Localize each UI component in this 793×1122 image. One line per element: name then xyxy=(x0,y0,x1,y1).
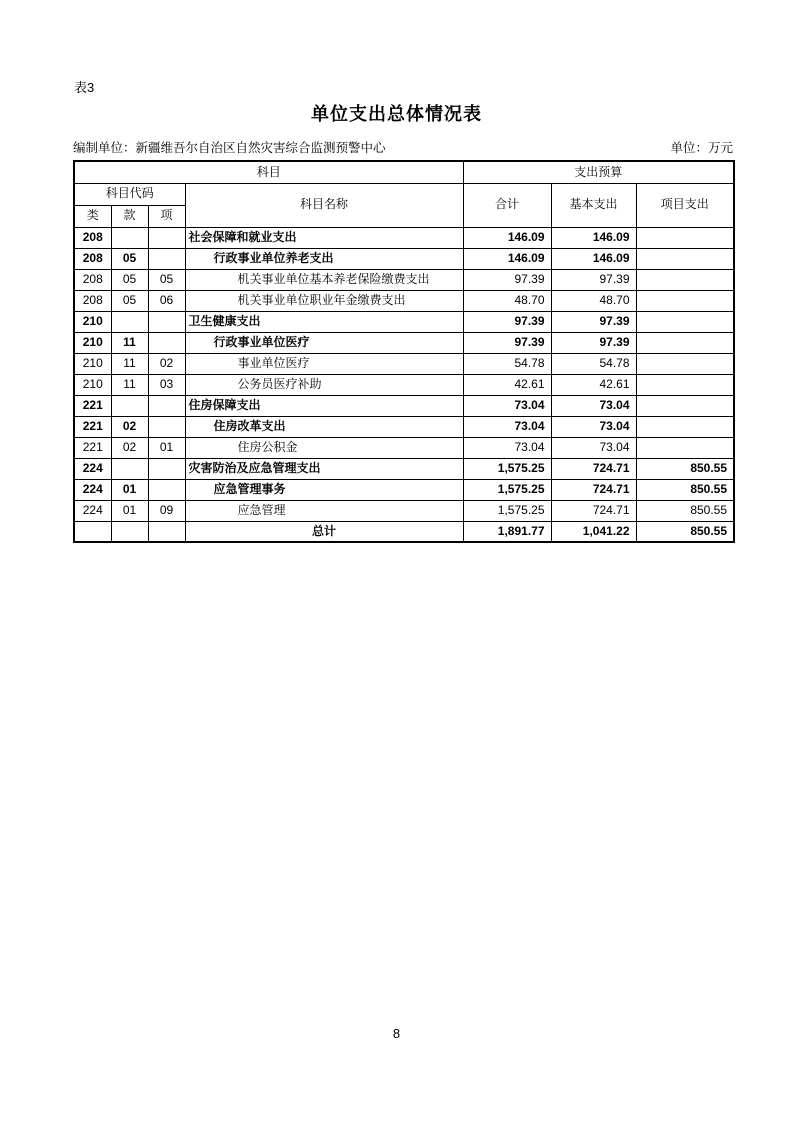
cell-subject-name: 应急管理事务 xyxy=(185,479,463,500)
cell-item-code xyxy=(148,416,185,437)
table-row xyxy=(74,227,734,248)
header-subject-code: 科目代码 xyxy=(74,183,185,205)
cell-class-code: 208 xyxy=(74,248,111,269)
cell-section-code xyxy=(111,521,148,542)
cell-project-expenditure: 850.55 xyxy=(636,479,734,500)
cell-total: 73.04 xyxy=(463,416,551,437)
cell-basic-expenditure: 54.78 xyxy=(551,353,636,374)
cell-basic-expenditure: 146.09 xyxy=(551,248,636,269)
cell-total: 73.04 xyxy=(463,395,551,416)
cell-item-code: 09 xyxy=(148,500,185,521)
cell-project-expenditure xyxy=(636,437,734,458)
cell-subject-name: 总计 xyxy=(185,521,463,542)
cell-section-code: 05 xyxy=(111,248,148,269)
cell-basic-expenditure: 73.04 xyxy=(551,437,636,458)
cell-class-code: 224 xyxy=(74,458,111,479)
cell-subject-name: 机关事业单位职业年金缴费支出 xyxy=(185,290,463,311)
cell-project-expenditure xyxy=(636,332,734,353)
header-expenditure-budget: 支出预算 xyxy=(463,161,734,183)
header-section: 款 xyxy=(111,205,148,227)
table-row xyxy=(74,353,734,374)
cell-project-expenditure xyxy=(636,248,734,269)
cell-section-code: 05 xyxy=(111,269,148,290)
cell-item-code: 02 xyxy=(148,353,185,374)
cell-basic-expenditure: 97.39 xyxy=(551,269,636,290)
table-row xyxy=(74,437,734,458)
cell-section-code: 01 xyxy=(111,500,148,521)
cell-total: 1,891.77 xyxy=(463,521,551,542)
cell-subject-name: 住房公积金 xyxy=(185,437,463,458)
page-title: 单位支出总体情况表 xyxy=(311,104,482,124)
cell-project-expenditure: 850.55 xyxy=(636,521,734,542)
cell-class-code: 210 xyxy=(74,353,111,374)
cell-total: 97.39 xyxy=(463,269,551,290)
cell-subject-name: 应急管理 xyxy=(185,500,463,521)
header-row-1 xyxy=(74,161,734,183)
cell-section-code xyxy=(111,227,148,248)
meta-row xyxy=(73,138,733,156)
cell-project-expenditure xyxy=(636,374,734,395)
cell-section-code: 05 xyxy=(111,290,148,311)
cell-item-code: 01 xyxy=(148,437,185,458)
cell-total: 42.61 xyxy=(463,374,551,395)
table-row xyxy=(74,290,734,311)
cell-project-expenditure xyxy=(636,395,734,416)
cell-subject-name: 机关事业单位基本养老保险缴费支出 xyxy=(185,269,463,290)
header-subject: 科目 xyxy=(74,161,463,183)
cell-class-code: 221 xyxy=(74,395,111,416)
cell-basic-expenditure: 73.04 xyxy=(551,416,636,437)
cell-total: 1,575.25 xyxy=(463,500,551,521)
cell-item-code xyxy=(148,479,185,500)
cell-section-code: 11 xyxy=(111,374,148,395)
cell-class-code: 208 xyxy=(74,227,111,248)
cell-item-code xyxy=(148,458,185,479)
cell-class-code: 210 xyxy=(74,374,111,395)
header-subject-name: 科目名称 xyxy=(185,183,463,227)
cell-subject-name: 社会保障和就业支出 xyxy=(185,227,463,248)
table-row xyxy=(74,416,734,437)
header-row-2 xyxy=(74,183,734,205)
cell-total: 1,575.25 xyxy=(463,479,551,500)
header-basic-expenditure: 基本支出 xyxy=(551,183,636,227)
table-row xyxy=(74,395,734,416)
cell-basic-expenditure: 97.39 xyxy=(551,311,636,332)
cell-class-code: 224 xyxy=(74,500,111,521)
header-total: 合计 xyxy=(463,183,551,227)
cell-subject-name: 事业单位医疗 xyxy=(185,353,463,374)
cell-section-code: 02 xyxy=(111,416,148,437)
header-project-expenditure: 项目支出 xyxy=(636,183,734,227)
cell-project-expenditure xyxy=(636,353,734,374)
cell-project-expenditure xyxy=(636,290,734,311)
cell-subject-name: 行政事业单位医疗 xyxy=(185,332,463,353)
table-number-label: 表3 xyxy=(74,80,95,95)
cell-item-code xyxy=(148,395,185,416)
cell-section-code: 11 xyxy=(111,332,148,353)
cell-subject-name: 灾害防治及应急管理支出 xyxy=(185,458,463,479)
cell-section-code: 01 xyxy=(111,479,148,500)
page-number: 8 xyxy=(392,1026,401,1041)
cell-item-code xyxy=(148,521,185,542)
cell-item-code: 06 xyxy=(148,290,185,311)
table-row xyxy=(74,248,734,269)
cell-total: 97.39 xyxy=(463,311,551,332)
table-body xyxy=(74,227,734,542)
cell-item-code: 05 xyxy=(148,269,185,290)
cell-class-code: 221 xyxy=(74,437,111,458)
cell-section-code xyxy=(111,395,148,416)
cell-total: 54.78 xyxy=(463,353,551,374)
expenditure-table xyxy=(73,160,735,543)
compiling-unit-label: 编制单位：新疆维吾尔自治区自然灾害综合监测预警中心 xyxy=(73,141,386,155)
cell-total: 48.70 xyxy=(463,290,551,311)
cell-basic-expenditure: 724.71 xyxy=(551,479,636,500)
cell-subject-name: 住房改革支出 xyxy=(185,416,463,437)
table-row xyxy=(74,311,734,332)
cell-subject-name: 公务员医疗补助 xyxy=(185,374,463,395)
cell-basic-expenditure: 48.70 xyxy=(551,290,636,311)
cell-total: 146.09 xyxy=(463,227,551,248)
cell-class-code: 208 xyxy=(74,269,111,290)
cell-basic-expenditure: 724.71 xyxy=(551,458,636,479)
cell-project-expenditure: 850.55 xyxy=(636,500,734,521)
cell-project-expenditure xyxy=(636,269,734,290)
cell-basic-expenditure: 146.09 xyxy=(551,227,636,248)
table-row xyxy=(74,269,734,290)
cell-class-code xyxy=(74,521,111,542)
cell-section-code xyxy=(111,311,148,332)
header-class: 类 xyxy=(74,205,111,227)
cell-item-code xyxy=(148,227,185,248)
cell-item-code xyxy=(148,311,185,332)
cell-basic-expenditure: 73.04 xyxy=(551,395,636,416)
cell-basic-expenditure: 42.61 xyxy=(551,374,636,395)
cell-project-expenditure xyxy=(636,227,734,248)
table-row xyxy=(74,500,734,521)
cell-basic-expenditure: 724.71 xyxy=(551,500,636,521)
cell-basic-expenditure: 97.39 xyxy=(551,332,636,353)
cell-class-code: 221 xyxy=(74,416,111,437)
table-header xyxy=(74,161,734,227)
cell-project-expenditure xyxy=(636,416,734,437)
cell-subject-name: 卫生健康支出 xyxy=(185,311,463,332)
table-row xyxy=(74,374,734,395)
cell-subject-name: 住房保障支出 xyxy=(185,395,463,416)
cell-section-code: 11 xyxy=(111,353,148,374)
total-row xyxy=(74,521,734,542)
table-row xyxy=(74,332,734,353)
cell-project-expenditure: 850.55 xyxy=(636,458,734,479)
table-row xyxy=(74,479,734,500)
cell-section-code: 02 xyxy=(111,437,148,458)
cell-project-expenditure xyxy=(636,311,734,332)
cell-total: 97.39 xyxy=(463,332,551,353)
cell-item-code xyxy=(148,332,185,353)
currency-unit-label: 单位：万元 xyxy=(670,141,733,155)
cell-class-code: 224 xyxy=(74,479,111,500)
cell-item-code xyxy=(148,248,185,269)
cell-section-code xyxy=(111,458,148,479)
cell-class-code: 210 xyxy=(74,332,111,353)
cell-basic-expenditure: 1,041.22 xyxy=(551,521,636,542)
cell-subject-name: 行政事业单位养老支出 xyxy=(185,248,463,269)
cell-total: 73.04 xyxy=(463,437,551,458)
cell-total: 146.09 xyxy=(463,248,551,269)
cell-item-code: 03 xyxy=(148,374,185,395)
cell-total: 1,575.25 xyxy=(463,458,551,479)
cell-class-code: 210 xyxy=(74,311,111,332)
cell-class-code: 208 xyxy=(74,290,111,311)
header-item: 项 xyxy=(148,205,185,227)
table-row xyxy=(74,458,734,479)
